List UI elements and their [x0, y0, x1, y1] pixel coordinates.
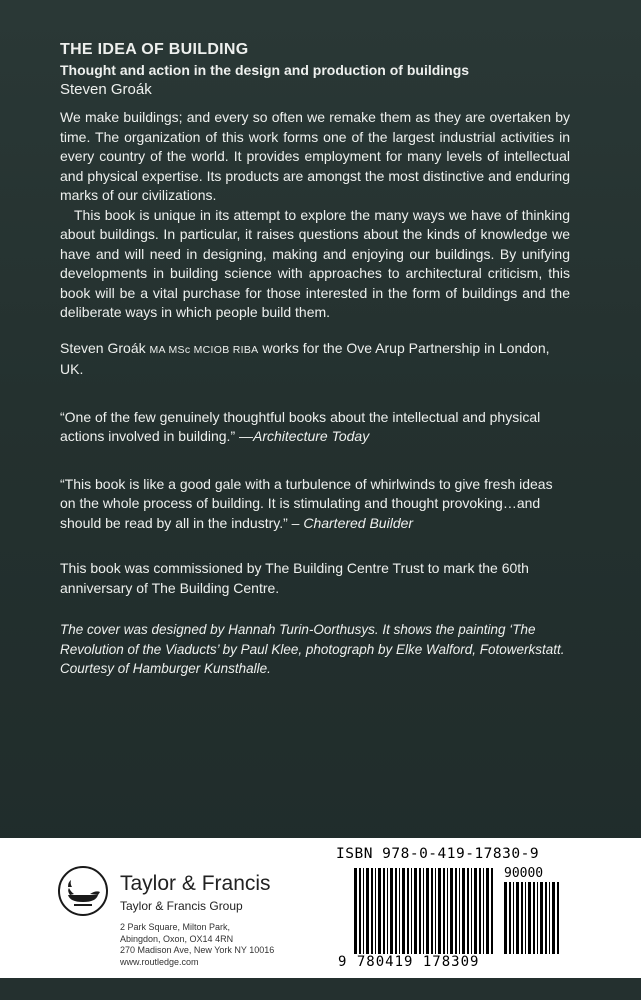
barcode-bar [533, 882, 535, 954]
barcode-bar [528, 882, 531, 954]
barcode-bar [455, 868, 457, 954]
ean-number: 9 780419 178309 [338, 954, 480, 970]
barcode-bar [459, 868, 460, 954]
barcode-bar [537, 882, 538, 954]
isbn-number: ISBN 978-0-419-17830-9 [336, 846, 540, 862]
address-line-2: Abingdon, Oxon, OX14 4RN [120, 933, 234, 944]
publisher-address [120, 922, 274, 968]
review-quote-2 [60, 475, 570, 534]
barcode-bar [354, 868, 357, 954]
barcode-bar [471, 868, 472, 954]
barcode-bar [419, 868, 421, 954]
barcode-bar [426, 868, 429, 954]
publisher-name: Taylor & Francis [120, 872, 271, 895]
barcode-bar [366, 868, 369, 954]
quote-1-text: “One of the few genuinely thoughtful books about the intellectual and physical actions involved in building.” — [60, 408, 541, 444]
barcode-bar [390, 868, 393, 954]
barcode-bar [491, 868, 493, 954]
book-subtitle: Thought and action in the design and production of buildings [60, 62, 470, 78]
barcode-bar [557, 882, 559, 954]
author-bio [60, 339, 570, 380]
barcode-bar [411, 868, 412, 954]
barcode-bar [378, 868, 381, 954]
barcode-bar [516, 882, 519, 954]
blurb-paragraph-2: This book is unique in its attempt to explore the many ways we have of thinking about buildings. In particular, it raises questions about the kinds of knowledge we have and will need in designing, making and enjoying our buildings. By unifying developments in building science with approaches to architectural criticism, this book will be a vital purchase for those interested in the form of buildings and the deliberate ways in which people build them. [60, 206, 570, 320]
isbn-barcode [336, 846, 562, 976]
cover-credit: The cover was designed by Hannah Turin-Oorthusys. It shows the painting ‘The Revolution of the Viaducts’ by Paul Klee, photograph by Elke Walford, Fotowerkstatt. Courtesy of Hamburger Kunsthalle. [60, 622, 565, 676]
barcode-bar [414, 868, 417, 954]
blurb-paragraph-1: We make buildings; and every so often we remake them as they are overtaken by time. The organization of this work forms one of the largest industrial activities in every country of the world. It provides employment for many levels of intellectual and physical expertise. Its products are amongst the most distinctive and enduring marks of our civilizations. [60, 109, 570, 203]
barcode-bar [359, 868, 361, 954]
barcode-bar [363, 868, 364, 954]
barcode-bar [443, 868, 445, 954]
quote-2-source: Chartered Builder [303, 514, 414, 531]
barcode-bar [402, 868, 405, 954]
cover-text [60, 40, 570, 679]
book-author: Steven Groák [60, 81, 152, 98]
address-line-3: 270 Madison Ave, New York NY 10016 [120, 945, 275, 955]
quote-1-source: Architecture Today [253, 428, 370, 444]
barcode-bar [383, 868, 385, 954]
barcode-bar [509, 882, 511, 954]
barcode-bar [375, 868, 376, 954]
barcode-bar [521, 882, 523, 954]
barcode-bar [513, 882, 514, 954]
barcode-bar [552, 882, 555, 954]
barcode-bar [549, 882, 550, 954]
barcode-bar [371, 868, 373, 954]
barcode-bar [486, 868, 489, 954]
barcode-bar [447, 868, 448, 954]
barcode-bar [462, 868, 465, 954]
bio-text: works for the Ove Arup Partnership in London, UK. [60, 339, 550, 377]
barcode-bar [545, 882, 547, 954]
barcode-bar [431, 868, 433, 954]
bio-name: Steven Groák [60, 339, 146, 356]
oil-lamp-icon [58, 866, 108, 916]
barcode-bar [540, 882, 543, 954]
quote-2-text: “This book is like a good gale with a turbulence of whirlwinds to give fresh ideas on the whole process of building. It is stimulating and thought provoking…and should be read by all in the industry.” – [60, 475, 553, 531]
price-code: 90000 [504, 866, 544, 881]
bio-qualifications: MA MSc MCIOB RIBA [149, 343, 259, 356]
barcode-bar [435, 868, 436, 954]
barcode-bar [407, 868, 409, 954]
barcode-bar [483, 868, 484, 954]
barcode-bar [450, 868, 453, 954]
barcode-bar [504, 882, 507, 954]
barcode-bar [423, 868, 424, 954]
bottom-edge [0, 978, 641, 1000]
barcode-bar [387, 868, 388, 954]
barcode-bar [399, 868, 400, 954]
barcode-bar [479, 868, 481, 954]
barcode-bar [525, 882, 526, 954]
review-quote-1 [60, 408, 570, 447]
publisher-group: Taylor & Francis Group [120, 899, 243, 913]
book-title: THE IDEA OF BUILDING [60, 41, 249, 58]
commission-note: This book was commissioned by The Building Centre Trust to mark the 60th anniversary of The Building Centre. [60, 560, 529, 596]
addon-barcode-bars [504, 882, 560, 954]
address-line-1: 2 Park Square, Milton Park, [120, 922, 231, 932]
barcode-bars [354, 868, 496, 954]
barcode-bar [474, 868, 477, 954]
publisher-website: www.routledge.com [120, 956, 199, 967]
barcode-bar [438, 868, 441, 954]
barcode-bar [467, 868, 469, 954]
barcode-bar [395, 868, 397, 954]
